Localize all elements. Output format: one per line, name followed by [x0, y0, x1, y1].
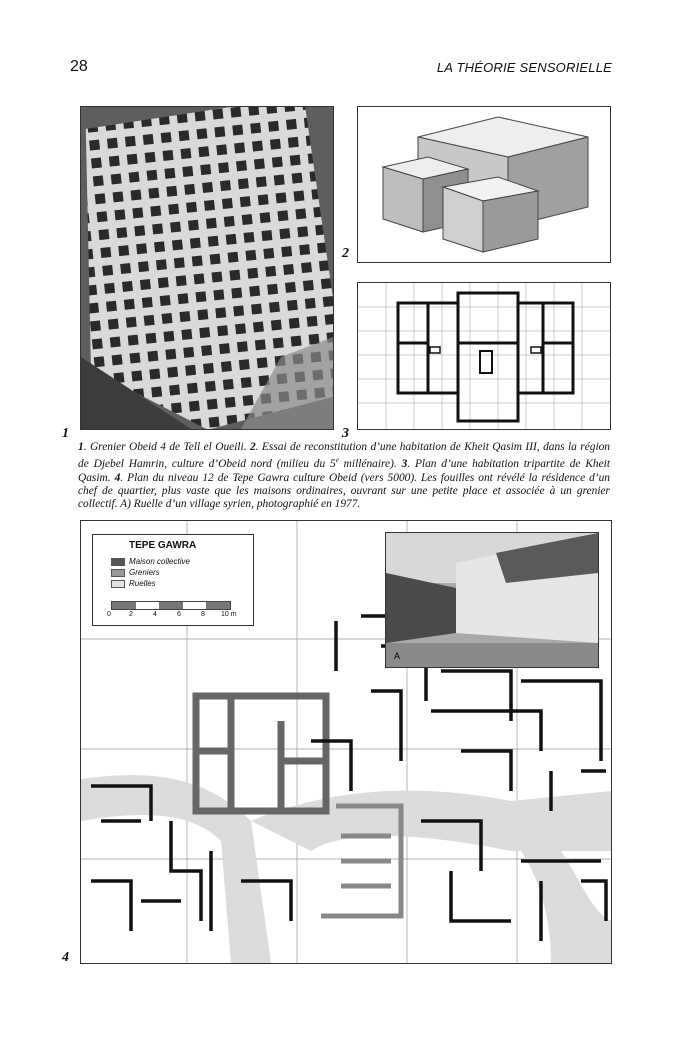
figure-1-label: 1 — [62, 426, 69, 441]
granary-grid-illustration — [81, 107, 333, 429]
page-number: 28 — [70, 58, 88, 75]
inset-photo-a — [385, 532, 599, 668]
legend-item-lanes: Ruelles — [111, 579, 156, 588]
map-legend: TEPE GAWRA Maison collective Greniers Ruelles 0 2 4 6 8 10 m — [92, 534, 254, 626]
figure-1-photo — [80, 106, 334, 430]
figure-3-plan — [357, 282, 611, 430]
legend-item-collective-house: Maison collective — [111, 557, 190, 566]
figure-caption: 1. Grenier Obeid 4 de Tell el Oueili. 2. Essai de reconstitution d’une habitation de Kheit Qasim III, dans la région de Djebel Hamrin, culture d’Obeid nord (milieu du 5e millénaire). 3. Plan d’une habitation tripartite de Kheit Qasim. 4. Plan du niveau 12 de Tepe Gawra culture Obeid (vers 5000). Les fouilles ont révélé la résidence d’un chef de quartier, plus vaste que les maisons ordinaires, ouvrant sur une petite place et associée à un grenier collectif. A) Ruelle d’un village syrien, photographié en 1977. — [78, 441, 611, 511]
legend-swatch — [111, 569, 125, 577]
legend-swatch — [111, 558, 125, 566]
house-reconstruction-drawing — [358, 107, 610, 262]
inset-photo-label: A — [394, 651, 401, 661]
legend-title: TEPE GAWRA — [129, 540, 197, 551]
figure-3-label: 3 — [342, 426, 349, 441]
syrian-village-lane-photo — [386, 533, 598, 667]
scale-bar — [111, 601, 231, 610]
figure-2-label: 2 — [342, 246, 349, 261]
legend-swatch — [111, 580, 125, 588]
figure-4-label: 4 — [62, 950, 69, 965]
figure-2-reconstruction — [357, 106, 611, 263]
running-title: LA THÉORIE SENSORIELLE — [436, 60, 612, 75]
legend-item-granaries: Greniers — [111, 568, 160, 577]
tripartite-house-plan — [358, 283, 610, 429]
